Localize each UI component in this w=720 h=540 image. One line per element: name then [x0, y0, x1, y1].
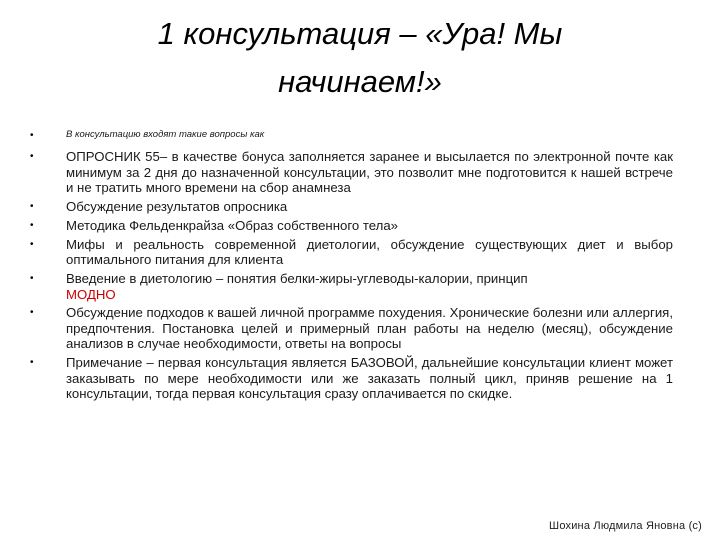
bullet-list	[28, 128, 673, 402]
list-item-text: Примечание – первая консультация является БАЗОВОЙ, дальнейшие консультации клиент может заказывать по мере необходимости или же заказать полный цикл, приняв решение на 1 консультации, тогда первая консультация сразу оплачивается по скидке.	[66, 354, 673, 402]
bullet-icon: •	[30, 307, 34, 319]
bullet-icon: •	[30, 238, 34, 250]
list-item-text: Мифы и реальность современной диетологии, обсуждение существующих диет и выбор оптимального питания для клиента	[66, 236, 673, 268]
list-item-text: Обсуждение подходов к вашей личной программе похудения. Хронические болезни или аллергия, предпочтения. Постановка целей и примерный план работы на неделю (месяц), обсуждение анализов в случае необходимости, ответы на вопросы	[66, 305, 673, 352]
list-item-text: ОПРОСНИК 55– в качестве бонуса заполняется заранее и высылается по электронной почте как минимум за 2 дня до назначенной консультации, это позволит мне подготовится к нашей встрече и не тратить много времени на сбор анамнеза	[66, 149, 673, 196]
list-item-text: Методика Фельденкрайза «Образ собственного тела»	[66, 217, 398, 233]
intro-text: В консультацию входят такие вопросы как	[66, 129, 265, 140]
title-line-1: 1 консультация – «Ура! Мы	[157, 16, 563, 51]
list-item-text	[66, 271, 673, 302]
bullet-icon: •	[30, 219, 34, 231]
author-footer: Шохина Людмила Яновна (с)	[549, 520, 702, 532]
bullet-icon: •	[30, 356, 34, 368]
title-line-2: начинаем!»	[278, 64, 442, 99]
list-item	[28, 271, 673, 302]
list-intro	[28, 128, 673, 144]
list-item	[28, 355, 673, 402]
slide-title	[60, 10, 660, 106]
bullet-icon: •	[30, 130, 34, 141]
list-item	[28, 305, 673, 352]
list-item	[28, 218, 673, 234]
accent-word: МОДНО	[66, 286, 116, 302]
list-item	[28, 199, 673, 215]
list-item	[28, 237, 673, 268]
item-text-main: Введение в диетологию – понятия белки-жиры-углеводы-калории, принцип	[66, 270, 528, 286]
bullet-icon: •	[30, 272, 34, 284]
list-item-text: Обсуждение результатов опросника	[66, 198, 288, 214]
list-item	[28, 149, 673, 196]
bullet-icon: •	[30, 200, 34, 212]
bullet-icon: •	[30, 151, 34, 162]
